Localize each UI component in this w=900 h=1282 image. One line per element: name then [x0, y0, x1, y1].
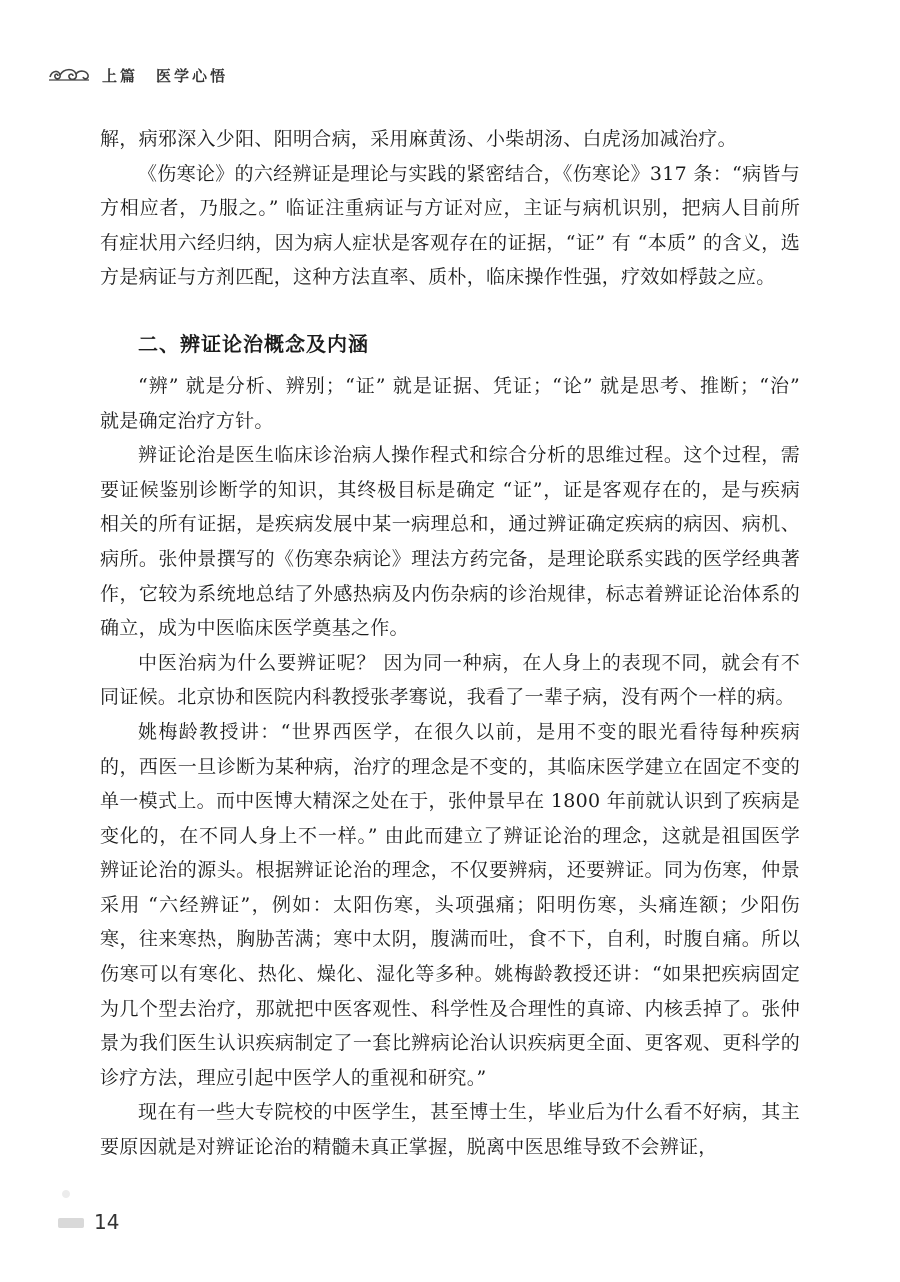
paragraph-continuation: 解，病邪深入少阳、阳明合病，采用麻黄汤、小柴胡汤、白虎汤加减治疗。	[100, 128, 737, 150]
page-number: 14	[94, 1210, 120, 1234]
paragraph: 姚梅龄教授讲：“世界西医学，在很久以前，是用不变的眼光看待每种疾病的，西医一旦诊断为某种病，治疗的理念是不变的，其临床医学建立在固定不变的单一模式上。而中医博大精深之处在于，张仲景早在 1800 年前就认识到了疾病是变化的，在不同人身上不一样。” 由此而建立了辨证论治的理念，这就是祖国医学辨证论治的源头。根据辨证论治的理念，不仅要辨病，还要辨证。同为伤寒，仲景采用 “六经辨证”，例如：太阳伤寒，头项强痛；阳明伤寒，头痛连额；少阳伤寒，往来寒热，胸胁苦满；寒中太阴，腹满而吐，食不下，自利，时腹自痛。所以伤寒可以有寒化、热化、燥化、湿化等多种。姚梅龄教授还讲：“如果把疾病固定为几个型去治疗，那就把中医客观性、科学性及合理性的真谛、内核丢掉了。张仲景为我们医生认识疾病制定了一套比辨病论治认识疾病更全面、更客观、更科学的诊疗方法，理应引起中医学人的重视和研究。”	[100, 720, 800, 1089]
running-head	[48, 62, 228, 88]
paragraph: “辨” 就是分析、辨别；“证” 就是证据、凭证；“论” 就是思考、推断；“治” 就是确定治疗方针。	[100, 374, 800, 432]
cloud-scroll-ornament-icon	[48, 66, 90, 84]
footer-decoration-dot	[62, 1190, 70, 1198]
paragraph: 中医治病为什么要辨证呢？ 因为同一种病，在人身上的表现不同，就会有不同证候。北京协和医院内科教授张孝骞说，我看了一辈子病，没有两个一样的病。	[100, 651, 800, 709]
footer-decoration-mark	[58, 1218, 84, 1228]
running-head-title: 上篇 医学心悟	[102, 66, 229, 85]
section-heading: 二、辨证论治概念及内涵	[138, 331, 369, 356]
page-body	[100, 122, 800, 1165]
paragraph: 《伤寒论》的六经辨证是理论与实践的紧密结合，《伤寒论》317 条：“病皆与方相应者，乃服之。” 临证注重病证与方证对应，主证与病机识别，把病人目前所有症状用六经归纳，因为病人症状是客观存在的证据，“证” 有 “本质” 的含义，选方是病证与方剂匹配，这种方法直率、质朴，临床操作性强，疗效如桴鼓之应。	[100, 162, 800, 289]
paragraph: 辨证论治是医生临床诊治病人操作程式和综合分析的思维过程。这个过程，需要证候鉴别诊断学的知识，其终极目标是确定 “证”，证是客观存在的，是与疾病相关的所有证据，是疾病发展中某一病理总和，通过辨证确定疾病的病因、病机、病所。张仲景撰写的《伤寒杂病论》理法方药完备，是理论联系实践的医学经典著作，它较为系统地总结了外感热病及内伤杂病的诊治规律，标志着辨证论治体系的确立，成为中医临床医学奠基之作。	[100, 444, 800, 640]
paragraph: 现在有一些大专院校的中医学生，甚至博士生，毕业后为什么看不好病，其主要原因就是对辨证论治的精髓未真正掌握，脱离中医思维导致不会辨证，	[100, 1101, 800, 1159]
